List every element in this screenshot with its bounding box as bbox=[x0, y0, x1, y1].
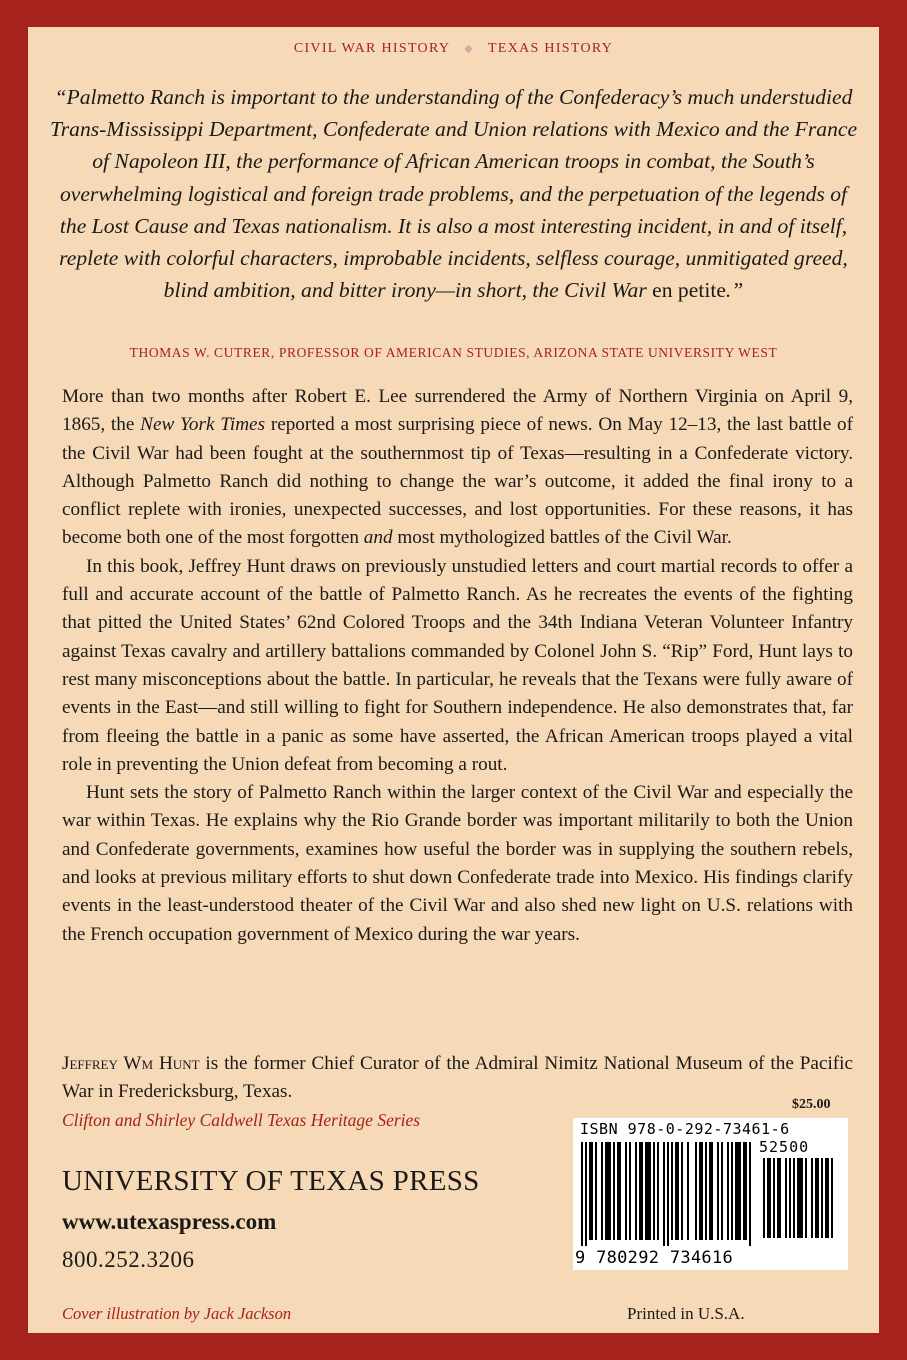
quote-en-petite: en petite bbox=[652, 278, 726, 303]
barcode-bar bbox=[749, 1142, 751, 1246]
barcode-bar bbox=[821, 1158, 823, 1238]
new-york-times-title: New York Times bbox=[140, 414, 266, 436]
barcode-bar bbox=[699, 1142, 703, 1240]
diamond-separator-icon: ◆ bbox=[464, 43, 474, 55]
barcode-bar bbox=[589, 1142, 593, 1240]
author-name: Jeffrey Wm Hunt bbox=[62, 1053, 200, 1074]
barcode-bar bbox=[695, 1142, 697, 1240]
description-paragraph-1 bbox=[62, 383, 853, 553]
barcode-bar bbox=[653, 1142, 655, 1240]
addon-barcode-bars bbox=[763, 1158, 843, 1266]
p1-text-b: reported a most surprising piece of news. On May 12–13, the last battle of the Civil War had been fought at the southernmost tip of Texas—resulting in a Confederate victory. Although Palmetto Ranch did nothing to change the war’s outcome, it added the final irony to a conflict replete with ironies, unexpected successes, and lost opportunities. For these reasons, it has become both one of the most forgotten bbox=[62, 414, 853, 549]
barcode-bar bbox=[815, 1158, 819, 1238]
barcode-bar bbox=[709, 1142, 713, 1240]
cover-panel bbox=[28, 27, 879, 1333]
barcode-bar bbox=[671, 1142, 673, 1240]
barcode-bar bbox=[681, 1142, 683, 1240]
barcode-bar bbox=[667, 1142, 669, 1246]
p1-text-c: most mythologized battles of the Civil War. bbox=[397, 527, 732, 549]
publisher-name: UNIVERSITY OF TEXAS PRESS bbox=[62, 1165, 480, 1197]
barcode-bar bbox=[731, 1142, 733, 1240]
barcode-bar bbox=[743, 1142, 747, 1240]
barcode-bar bbox=[625, 1142, 627, 1240]
barcode-bar bbox=[825, 1158, 829, 1238]
isbn-barcode bbox=[573, 1118, 848, 1270]
barcode-bar bbox=[721, 1142, 723, 1240]
barcode-bar bbox=[763, 1158, 765, 1238]
barcode-bar bbox=[601, 1142, 603, 1240]
barcode-bar bbox=[767, 1158, 771, 1238]
barcode-bar bbox=[585, 1142, 587, 1246]
ean-barcode-bars bbox=[581, 1142, 759, 1250]
barcode-bar bbox=[811, 1158, 813, 1238]
barcode-bar bbox=[617, 1142, 621, 1240]
category-civil-war-history: CIVIL WAR HISTORY bbox=[293, 41, 451, 56]
barcode-bar bbox=[727, 1142, 729, 1240]
price-label: $25.00 bbox=[792, 1097, 831, 1112]
endorsement-quote bbox=[48, 81, 859, 306]
printed-in-label: Printed in U.S.A. bbox=[627, 1304, 745, 1323]
barcode-bar bbox=[717, 1142, 719, 1240]
quote-attribution: THOMAS W. CUTRER, PROFESSOR OF AMERICAN STUDIES, ARIZONA STATE UNIVERSITY WEST bbox=[129, 345, 778, 360]
barcode-bar bbox=[789, 1158, 791, 1238]
barcode-bar bbox=[777, 1158, 781, 1238]
barcode-bar bbox=[805, 1158, 807, 1238]
author-bio-text: is the former Chief Curator of the Admiral Nimitz National Museum of the Pacific War in Fredericksburg, Texas. bbox=[62, 1053, 854, 1103]
barcode-bar bbox=[605, 1142, 611, 1240]
barcode-bar bbox=[831, 1158, 833, 1238]
barcode-bar bbox=[793, 1158, 795, 1238]
addon-digits: 52500 bbox=[759, 1138, 810, 1156]
description-paragraph-3: Hunt sets the story of Palmetto Ranch within the larger context of the Civil War and especially the war within Texas. He explains why the Rio Grande border was important militarily to both the Union and Confederate governments, examines how useful the border was in supplying the southern rebels, and looks at previous military efforts to shut down Confederate trade into Mexico. His findings clarify events in the least-understood theater of the Civil War and also shed new light on U.S. relations with the French occupation government of Mexico during the war years. bbox=[62, 782, 853, 945]
description-paragraph-2: In this book, Jeffrey Hunt draws on previously unstudied letters and court martial records to offer a full and accurate account of the battle of Palmetto Ranch. As he recreates the events of the fighting that pitted the United States’ 62nd Colored Troops and the 34th Indiana Veteran Volunteer Infantry against Texas cavalry and artillery battalions commanded by Colonel John S. “Rip” Ford, Hunt lays to rest many misconceptions about the battle. In particular, he reveals that the Texans were fully aware of events in the East—and still willing to fight for Southern independence. He also demonstrates that, far from fleeing the battle in a panic as some have asserted, the African American troops played a vital role in preventing the Union defeat from becoming a rout. bbox=[62, 555, 853, 775]
barcode-bar bbox=[657, 1142, 659, 1240]
quote-closing: .” bbox=[725, 278, 744, 303]
barcode-bar bbox=[785, 1158, 787, 1238]
barcode-bar bbox=[675, 1142, 679, 1240]
author-bio bbox=[62, 1050, 853, 1107]
cover-illustration-credit: Cover illustration by Jack Jackson bbox=[62, 1304, 292, 1323]
barcode-bar bbox=[581, 1142, 583, 1246]
barcode-bar bbox=[639, 1142, 643, 1240]
barcode-bar bbox=[629, 1142, 631, 1240]
p1-text-a: More than two months after Robert E. Lee surrendered the Army of Northern Virginia on April 9, 1865, the bbox=[62, 386, 853, 436]
barcode-bar bbox=[613, 1142, 615, 1240]
barcode-bar bbox=[645, 1142, 651, 1240]
book-description bbox=[62, 383, 853, 949]
quote-text: “Palmetto Ranch is important to the understanding of the Confederacy’s much understudied Trans-Mississippi Department, Confederate and Union relations with Mexico and the France of Napoleon III, the performance of African American troops in combat, the South’s overwhelming logistical and foreign trade problems, and the perpetuation of the legends of the Lost Cause and Texas nationalism. It is also a most interesting incident, in and of itself, replete with colorful characters, improbable incidents, selfless courage, unmitigated greed, blind ambition, and bitter irony—in short, the Civil War bbox=[49, 85, 858, 303]
barcode-bar bbox=[595, 1142, 597, 1240]
publisher-phone: 800.252.3206 bbox=[62, 1247, 195, 1272]
series-name: Clifton and Shirley Caldwell Texas Heritage Series bbox=[62, 1110, 421, 1130]
publisher-website: www.utexaspress.com bbox=[62, 1209, 277, 1234]
barcode-bar bbox=[705, 1142, 707, 1240]
barcode-bar bbox=[735, 1142, 741, 1240]
p1-emphasis-and: and bbox=[363, 527, 393, 549]
category-texas-history: TEXAS HISTORY bbox=[488, 41, 614, 56]
barcode-bar bbox=[773, 1158, 775, 1238]
barcode-bar bbox=[663, 1142, 665, 1246]
ean-digits: 9 780292 734616 bbox=[575, 1248, 734, 1268]
category-header bbox=[28, 41, 879, 57]
barcode-bar bbox=[687, 1142, 689, 1240]
barcode-bar bbox=[797, 1158, 803, 1238]
barcode-bar bbox=[635, 1142, 637, 1240]
isbn-label: ISBN 978-0-292-73461-6 bbox=[580, 1120, 790, 1138]
